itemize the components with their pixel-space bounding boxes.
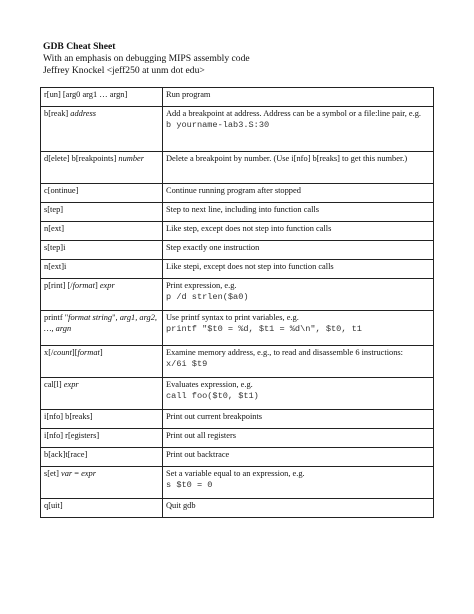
description-cell: Evaluates expression, e.g. call foo($t0, $t1)	[163, 378, 434, 410]
code-example: b yourname-lab3.S:30	[166, 119, 270, 130]
command-cell: s[et] var = expr	[41, 467, 163, 499]
description-cell: Set a variable equal to an expression, e.g. s $t0 = 0	[163, 467, 434, 499]
command-cell: s[tep]i	[41, 241, 163, 260]
description-cell: Print out backtrace	[163, 448, 434, 467]
description-cell: Quit gdb	[163, 499, 434, 518]
command-cell: n[ext]	[41, 222, 163, 241]
command-cell: d[elete] b[reakpoints] number	[41, 152, 163, 184]
code-example: p /d strlen($a0)	[166, 291, 249, 302]
command-cell: i[nfo] b[reaks]	[41, 410, 163, 429]
table-row	[41, 410, 434, 429]
description-cell: Print out all registers	[163, 429, 434, 448]
table-row	[41, 467, 434, 499]
description-cell: Like step, except does not step into function calls	[163, 222, 434, 241]
description-cell: Run program	[163, 88, 434, 107]
description-cell: Use printf syntax to print variables, e.g. printf "$t0 = %d, $t1 = %d\n", $t0, t1	[163, 311, 434, 346]
table-row	[41, 107, 434, 152]
command-cell: r[un] [arg0 arg1 … argn]	[41, 88, 163, 107]
table-row	[41, 279, 434, 311]
command-cell: i[nfo] r[egisters]	[41, 429, 163, 448]
code-example: s $t0 = 0	[166, 479, 213, 490]
table-row	[41, 88, 434, 107]
description-cell: Like stepi, except does not step into function calls	[163, 260, 434, 279]
description-cell: Examine memory address, e.g., to read and disassemble 6 instructions: x/6i $t9	[163, 346, 434, 378]
code-example: call foo($t0, $t1)	[166, 390, 259, 401]
table-row	[41, 346, 434, 378]
table-row	[41, 184, 434, 203]
code-example: x/6i $t9	[166, 358, 208, 369]
table-row	[41, 499, 434, 518]
description-cell: Add a breakpoint at address. Address can be a symbol or a file:line pair, e.g. b yourname-lab3.S:30	[163, 107, 434, 152]
command-cell: c[ontinue]	[41, 184, 163, 203]
table-row	[41, 260, 434, 279]
document-subtitle: With an emphasis on debugging MIPS assembly code	[43, 53, 250, 64]
description-cell: Step exactly one instruction	[163, 241, 434, 260]
description-cell: Step to next line, including into function calls	[163, 203, 434, 222]
table-row	[41, 203, 434, 222]
cheat-sheet-table	[40, 87, 434, 518]
table-row	[41, 311, 434, 346]
command-cell: printf "format string", arg1, arg2, …, argn	[41, 311, 163, 346]
command-cell: s[tep]	[41, 203, 163, 222]
description-cell: Continue running program after stopped	[163, 184, 434, 203]
document-header	[43, 41, 250, 77]
description-cell: Print out current breakpoints	[163, 410, 434, 429]
document-author: Jeffrey Knockel <jeff250 at unm dot edu>	[43, 65, 205, 76]
table-row	[41, 241, 434, 260]
command-cell: n[ext]i	[41, 260, 163, 279]
command-cell: b[ack]t[race]	[41, 448, 163, 467]
command-cell: cal[l] expr	[41, 378, 163, 410]
command-cell: b[reak] address	[41, 107, 163, 152]
document-title: GDB Cheat Sheet	[43, 41, 116, 52]
code-example: printf "$t0 = %d, $t1 = %d\n", $t0, t1	[166, 323, 362, 334]
table-row	[41, 152, 434, 184]
command-cell: p[rint] [/format] expr	[41, 279, 163, 311]
table-row	[41, 222, 434, 241]
table-row	[41, 429, 434, 448]
command-cell: q[uit]	[41, 499, 163, 518]
command-cell: x[/count][format]	[41, 346, 163, 378]
table-row	[41, 448, 434, 467]
description-cell: Print expression, e.g. p /d strlen($a0)	[163, 279, 434, 311]
table-row	[41, 378, 434, 410]
description-cell: Delete a breakpoint by number. (Use i[nfo] b[reaks] to get this number.)	[163, 152, 434, 184]
